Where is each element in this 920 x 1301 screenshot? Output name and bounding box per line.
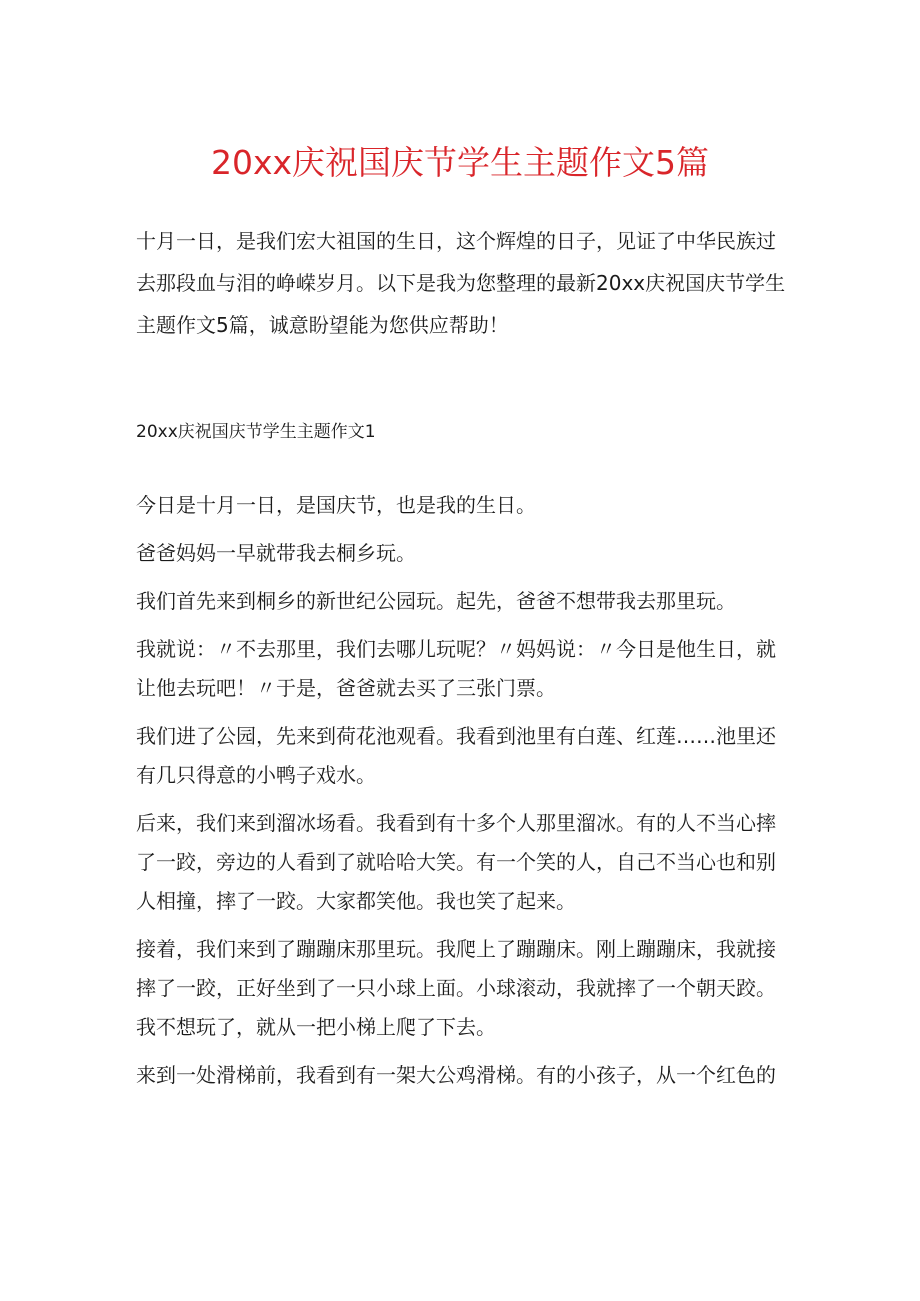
essay-body [136, 446, 788, 1095]
essay-paragraph: 后来，我们来到溜冰场看。我看到有十多个人那里溜冰。有的人不当心摔了一跤，旁边的人看到了就哈哈大笑。有一个笑的人，自己不当心也和别人相撞，摔了一跤。大家都笑他。我也笑了起来。 [136, 811, 776, 913]
document-title: 20xx庆祝国庆节学生主题作文5篇 [210, 143, 710, 182]
essay-paragraph: 来到一处滑梯前，我看到有一架大公鸡滑梯。有的小孩子，从一个红色的 [136, 1063, 776, 1087]
essay-paragraph: 我们进了公园，先来到荷花池观看。我看到池里有白莲、红莲……池里还有几只得意的小鸭子戏水。 [136, 724, 776, 787]
essay-paragraph: 爸爸妈妈一早就带我去桐乡玩。 [136, 541, 416, 565]
essay-paragraph: 我们首先来到桐乡的新世纪公园玩。起先，爸爸不想带我去那里玩。 [136, 589, 736, 613]
section-title: 20xx庆祝国庆节学生主题作文1 [136, 422, 376, 442]
intro-paragraph: 十月一日，是我们宏大祖国的生日，这个辉煌的日子，见证了中华民族过去那段血与泪的峥嵘岁月。以下是我为您整理的最新20xx庆祝国庆节学生主题作文5篇，诚意盼望能为您供应帮助！ [136, 229, 786, 337]
essay-paragraph: 接着，我们来到了蹦蹦床那里玩。我爬上了蹦蹦床。刚上蹦蹦床，我就接摔了一跤，正好坐到了一只小球上面。小球滚动，我就摔了一个朝天跤。我不想玩了，就从一把小梯上爬了下去。 [136, 937, 776, 1039]
document-body [136, 220, 788, 1104]
essay-paragraph: 我就说：〃不去那里，我们去哪儿玩呢？〃妈妈说：〃今日是他生日，就让他去玩吧！〃于是，爸爸就去买了三张门票。 [136, 637, 776, 700]
essay-paragraph: 今日是十月一日，是国庆节，也是我的生日。 [136, 493, 536, 517]
